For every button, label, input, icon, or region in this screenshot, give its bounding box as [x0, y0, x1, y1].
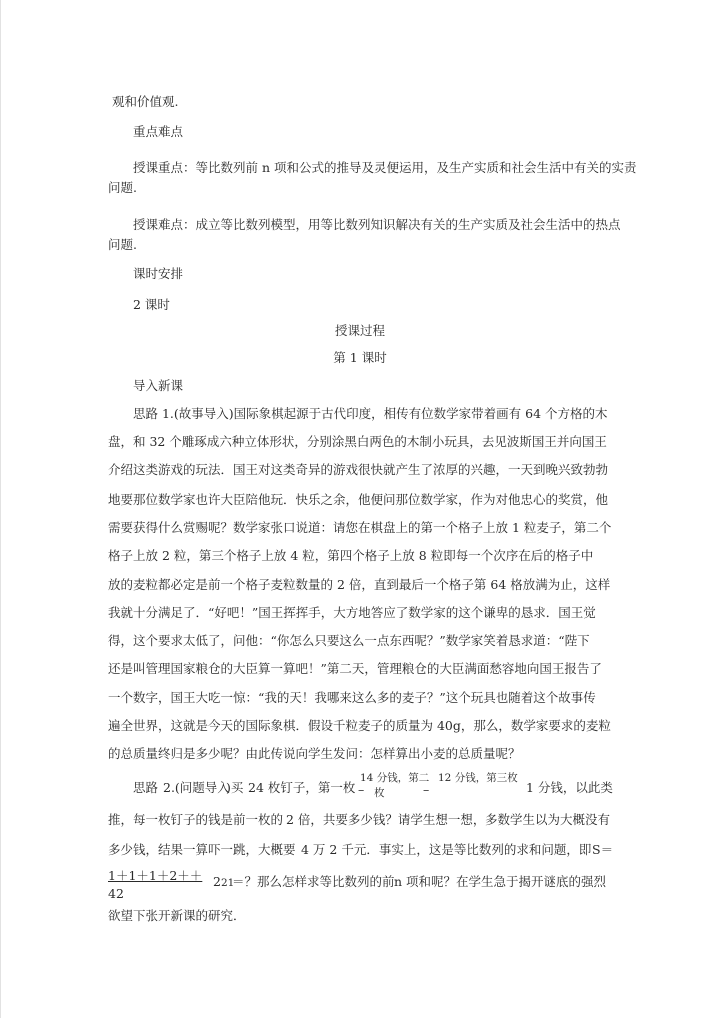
story-line: 一个数字，国王大吃一惊：“我的天！我哪来这么多的麦子？”这个玩具也随着这个故事传 — [108, 690, 596, 705]
idea2-line-2b: 2 倍，共要多少钱？请学生想一想， — [286, 812, 486, 827]
idea2-line-3a: 多少钱，结果一算吓一跳，大概要 — [108, 842, 296, 857]
story-line: 思路 1.(故事导入)国际象棋起源于古代印度，相传有位数学家带着画有 64 个方格的木 — [133, 406, 608, 421]
fraction-bar: – — [423, 782, 430, 797]
intro-heading: 导入新课 — [133, 378, 184, 393]
idea2-label: 思路 — [133, 780, 159, 795]
process-title: 授课过程 — [334, 323, 385, 338]
fraction-2-top: 12 分钱，第三枚 — [438, 772, 518, 784]
story-line: 得，这个要求太低了，问他：“你怎么只要这么一点东西呢？”数学家笑着恳求道：“陛下 — [108, 633, 590, 648]
idea2-sum-symbol: S＝ — [592, 842, 614, 857]
idea2-buy: )买 — [226, 780, 244, 795]
fraction-bar: – — [358, 782, 365, 797]
fraction-1-top: 14 分钱，第二 — [360, 772, 430, 784]
idea2-line-4c: n 项和呢？在学生急于揭开谜底的强烈 — [394, 874, 607, 889]
sum-denominator: 42 — [108, 886, 124, 901]
story-line: 我就十分满足了．“好吧！”国王挥挥手，大方地答应了数学家的这个谦卑的恳求．国王觉 — [108, 605, 596, 620]
story-line: 遍全世界，这就是今天的国际象棋．假设千粒麦子的质量为 40g，那么，数学家要求的麦粒 — [108, 718, 611, 733]
story-line: 介绍这类游戏的玩法．国王对这类奇异的游戏很快就产生了浓厚的兴趣，一天到晚兴致勃勃 — [108, 462, 609, 477]
heading-key-points: 重点难点 — [133, 124, 184, 139]
idea2-line-3b: 4 万 2 千元．事实上，这是等比数列的求和问题，即 — [301, 842, 592, 857]
power-exponent: 21 — [221, 877, 235, 889]
idea2-first-nail: 24 枚钉子，第一枚 — [248, 780, 356, 795]
lesson-1-title: 第 1 课时 — [333, 350, 387, 365]
story-line: 格子上放 2 粒，第三个格子上放 4 粒，第四个格子上放 8 粒即每一个次序在后的格子中 — [108, 548, 594, 563]
idea2-line-5: 欲望下张开新课的研究． — [108, 908, 246, 923]
idea2-line-2a: 推，每一枚钉子的钱是前一枚的 — [108, 812, 284, 827]
story-line: 放的麦粒都必定是前一个格子麦粒数量的 2 倍，直到最后一个格子第 64 格放满为止，这样 — [108, 577, 611, 592]
idea2-label-b: 2.(问题导入 — [163, 780, 230, 795]
page-edge — [0, 0, 1, 1018]
key-point-line-2: 问题. — [108, 180, 137, 195]
fraction-1-bottom: 枚 — [374, 787, 385, 799]
power-base: 2 — [213, 874, 221, 889]
story-line: 盘，和 32 个雕琢成六种立体形状，分别涂黑白两色的木制小玩具，去见波斯国王并向国王 — [108, 434, 607, 449]
story-line: 需要获得什么赏赐呢？数学家张口说道：请您在棋盘上的第一个格子上放 1 粒麦子，第二个 — [108, 520, 612, 535]
paragraph-values: 观和价值观. — [112, 94, 179, 109]
story-line: 地要那位数学家也许大臣陪他玩．快乐之余，他便问那位数学家，作为对他忠心的奖赏，他 — [108, 492, 609, 507]
story-line: 还是叫管理国家粮仓的大臣算一算吧！”第二天，管理粮仓的大臣满面愁容地向国王报告了 — [108, 661, 602, 676]
key-point-line-1: 授课重点：等比数列前 n 项和公式的推导及灵便运用，及生产实质和社会生活中有关的实责 — [133, 160, 637, 175]
sum-numerators: 1＋1＋1＋2＋＋ — [108, 868, 203, 883]
idea2-line-2c: 多数学生以为大概没有 — [485, 812, 611, 827]
schedule-heading: 课时安排 — [133, 266, 184, 281]
idea2-line-4b: ＝？那么怎样求等比数列的前 — [232, 874, 395, 889]
difficulty-line-2: 问题. — [108, 237, 137, 252]
story-line: 的总质量终归是多少呢？由此传说向学生发问：怎样算出小麦的总质量呢？ — [108, 746, 521, 761]
difficulty-line-1: 授课难点：成立等比数列模型，用等比数列知识解决有关的生产实质及社会生活中的热点 — [133, 217, 621, 232]
schedule-value: 2 课时 — [133, 297, 170, 312]
idea2-third-nail: 1 分钱，以此类 — [526, 780, 613, 795]
